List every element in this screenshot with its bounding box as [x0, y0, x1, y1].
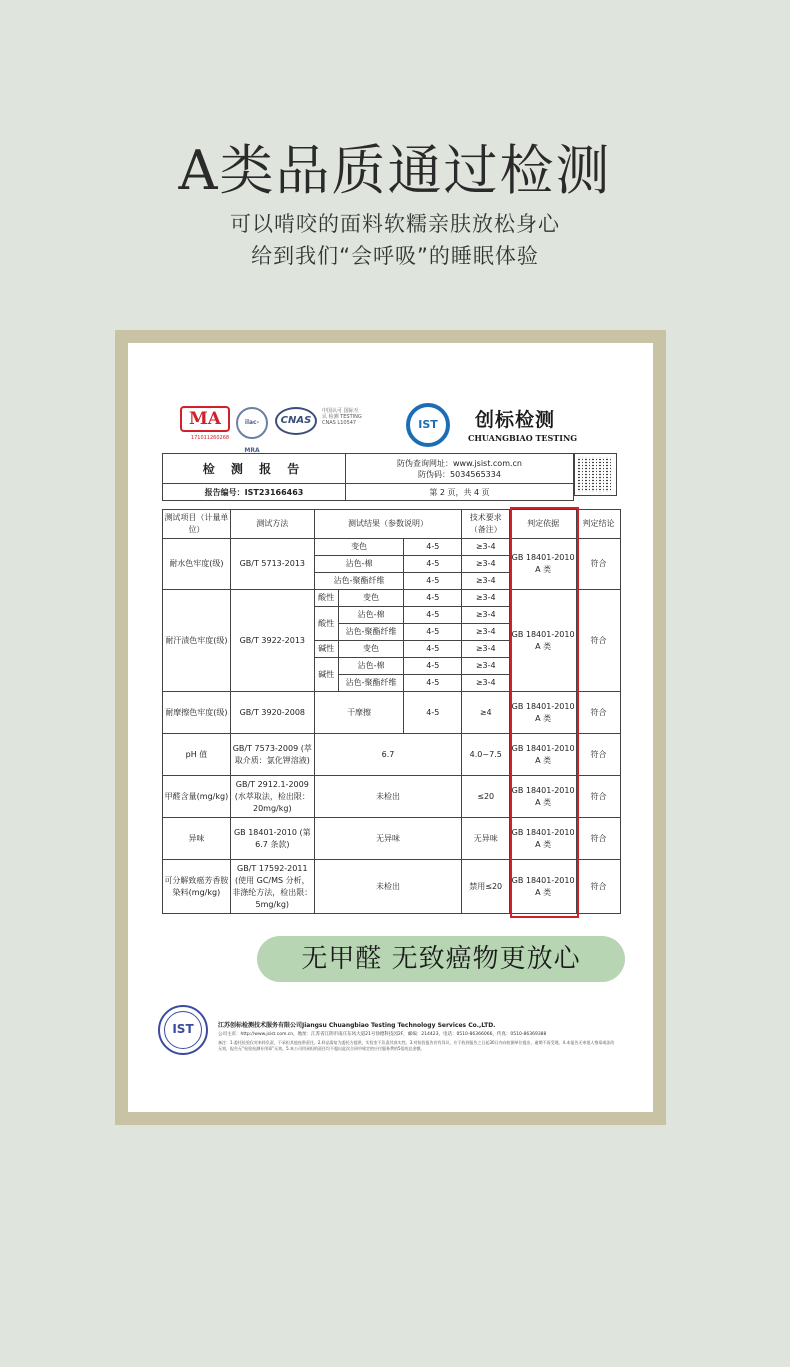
anti-fake-cell — [346, 454, 574, 484]
header-item: 测试项目（计量单位） — [163, 510, 231, 539]
logo-row — [180, 403, 600, 453]
method-cell: GB/T 5713-2013 — [230, 539, 314, 590]
basis-cell: GB 18401-2010 A 类 — [510, 590, 577, 692]
requirement-cell: 禁用≤20 — [462, 860, 510, 914]
method-cell: GB/T 3922-2013 — [230, 590, 314, 692]
seal-text: IST — [172, 1022, 194, 1036]
sub-label: 变色 — [314, 539, 404, 556]
requirement-cell: ≥3-4 — [462, 624, 510, 641]
item-cell: 甲醛含量(mg/kg) — [163, 776, 231, 818]
table-row — [163, 776, 621, 818]
requirement-cell: ≥3-4 — [462, 675, 510, 692]
acid-label: 酸性 — [314, 607, 338, 641]
basis-cell: GB 18401-2010 A 类 — [510, 818, 577, 860]
brand-name-cn: 创标检测 — [475, 409, 556, 431]
report-paper — [128, 343, 653, 1112]
footer-note: 备注：1.委托检验仅对来样负责，不承担其他连带责任。2.样品需复为委托方提供，实验室不负责其真实性。3.对检验报告若有异议，应于收到报告之日起30日内向检测单位提出，逾期不再受理。4.本报告无审批人签章或涂改无效，报告无“检验检测专用章”无效。5.本公司用承担的责任均不超出此次合同中规定的应付服务费的5倍的总金额。 — [218, 1040, 615, 1051]
anti-fake-code: 防伪码：5034565334 — [418, 469, 501, 479]
sub-label: 沾色-棉 — [314, 556, 404, 573]
conclusion-cell: 符合 — [577, 590, 621, 692]
method-cell: GB/T 17592-2011 (使用 GC/MS 分析，非涤纶方法，检出限：5mg/kg) — [230, 860, 314, 914]
table-row — [163, 590, 621, 607]
sub-label: 沾色-聚酯纤维 — [314, 573, 404, 590]
page-headline: A类品质通过检测 — [178, 139, 612, 202]
result-value: 4-5 — [404, 573, 462, 590]
table-header-row — [163, 510, 621, 539]
result-value: 4-5 — [404, 658, 462, 675]
sub-label: 干摩擦 — [314, 692, 404, 734]
method-cell: GB/T 7573-2009 (萃取介质：氯化钾溶液) — [230, 734, 314, 776]
conclusion-cell: 符合 — [577, 776, 621, 818]
requirement-cell: ≥4 — [462, 692, 510, 734]
header-requirement: 技术要求（备注） — [462, 510, 510, 539]
basis-cell: GB 18401-2010 A 类 — [510, 692, 577, 734]
header-basis: 判定依据 — [510, 510, 577, 539]
anti-fake-site: 防伪查询网址：www.jsist.com.cn — [397, 458, 522, 468]
sub-label: 变色 — [338, 590, 404, 607]
basis-cell: GB 18401-2010 A 类 — [510, 860, 577, 914]
result-value: 4-5 — [404, 607, 462, 624]
basis-cell: GB 18401-2010 A 类 — [510, 776, 577, 818]
cnas-logo: CNAS — [275, 407, 317, 435]
conclusion-cell: 符合 — [577, 734, 621, 776]
sub-label: 沾色-棉 — [338, 607, 404, 624]
table-row — [163, 818, 621, 860]
page-info: 第 2 页，共 4 页 — [346, 484, 574, 501]
item-cell: 可分解致癌芳香胺染料(mg/kg) — [163, 860, 231, 914]
basis-cell: GB 18401-2010 A 类 — [510, 734, 577, 776]
header-method: 测试方法 — [230, 510, 314, 539]
results-table — [162, 509, 621, 914]
basis-cell: GB 18401-2010 A 类 — [510, 539, 577, 590]
header-conclusion: 判定结论 — [577, 510, 621, 539]
alkali-label: 碱性 — [314, 641, 338, 658]
requirement-cell: ≥3-4 — [462, 607, 510, 624]
subline-1: 可以啃咬的面料软糯亲肤放松身心 — [230, 212, 560, 236]
safety-pill: 无甲醛 无致癌物更放心 — [257, 936, 625, 982]
requirement-cell: ≥3-4 — [462, 539, 510, 556]
item-cell: 耐摩擦色牢度(级) — [163, 692, 231, 734]
method-cell: GB 18401-2010 (第 6.7 条款) — [230, 818, 314, 860]
conclusion-cell: 符合 — [577, 818, 621, 860]
result-value: 4-5 — [404, 692, 462, 734]
result-value: 4-5 — [404, 675, 462, 692]
requirement-cell: 无异味 — [462, 818, 510, 860]
table-row — [163, 692, 621, 734]
method-cell: GB/T 3920-2008 — [230, 692, 314, 734]
result-value: 4-5 — [404, 556, 462, 573]
cnas-caption: 中国认可 国际互认 检测 TESTING CNAS L10547 — [322, 408, 362, 426]
table-row — [163, 734, 621, 776]
header-result: 测试结果（参数说明） — [314, 510, 462, 539]
table-row — [163, 539, 621, 556]
alkali-label: 碱性 — [314, 658, 338, 692]
subline-2: 给到我们“会呼吸”的睡眠体验 — [251, 244, 539, 268]
requirement-cell: ≥3-4 — [462, 590, 510, 607]
item-cell: pH 值 — [163, 734, 231, 776]
conclusion-cell: 符合 — [577, 539, 621, 590]
method-cell: GB/T 2912.1-2009 (水萃取法，检出限：20mg/kg) — [230, 776, 314, 818]
item-cell: 耐汗渍色牢度(级) — [163, 590, 231, 692]
result-value: 4-5 — [404, 539, 462, 556]
table-row — [163, 860, 621, 914]
item-cell: 耐水色牢度(级) — [163, 539, 231, 590]
sub-label: 沾色-棉 — [338, 658, 404, 675]
result-value: 无异味 — [314, 818, 462, 860]
cma-logo: MA — [180, 406, 230, 432]
report-frame — [115, 330, 666, 1125]
requirement-cell: ≥3-4 — [462, 556, 510, 573]
requirement-cell: 4.0~7.5 — [462, 734, 510, 776]
ist-logo: IST — [406, 403, 450, 447]
acid-label: 酸性 — [314, 590, 338, 607]
qr-code — [574, 453, 617, 496]
sub-label: 变色 — [338, 641, 404, 658]
item-cell: 异味 — [163, 818, 231, 860]
result-value: 4-5 — [404, 590, 462, 607]
result-value: 未检出 — [314, 860, 462, 914]
result-value: 4-5 — [404, 641, 462, 658]
requirement-cell: ≥3-4 — [462, 641, 510, 658]
requirement-cell: ≥3-4 — [462, 573, 510, 590]
sub-label: 沾色-聚酯纤维 — [338, 675, 404, 692]
brand-name-en: CHUANGBIAO TESTING — [468, 433, 578, 443]
result-value: 未检出 — [314, 776, 462, 818]
conclusion-cell: 符合 — [577, 692, 621, 734]
report-title: 检 测 报 告 — [163, 454, 346, 484]
requirement-cell: ≥3-4 — [462, 658, 510, 675]
report-header-table — [162, 453, 574, 501]
sub-label: 沾色-聚酯纤维 — [338, 624, 404, 641]
result-value: 6.7 — [314, 734, 462, 776]
ilac-logo: ilac-MRA — [236, 407, 268, 439]
footer-company: 江苏创标检测技术服务有限公司Jiangsu Chuangbiao Testing Technology Services Co.,LTD. — [218, 1022, 496, 1029]
footer-contact: 公司主页：http://www.jsist.com.cn，地址：江苏省江阴市南庄东风大道21号徐德科技园2F，邮编：214423，电话：0510-86366066，传真：0510-86369388 — [218, 1032, 547, 1037]
cma-number: 171011260268 — [190, 435, 230, 441]
conclusion-cell: 符合 — [577, 860, 621, 914]
report-number: 报告编号：IST23166463 — [163, 484, 346, 501]
result-value: 4-5 — [404, 624, 462, 641]
requirement-cell: ≤20 — [462, 776, 510, 818]
ist-seal — [158, 1005, 208, 1055]
